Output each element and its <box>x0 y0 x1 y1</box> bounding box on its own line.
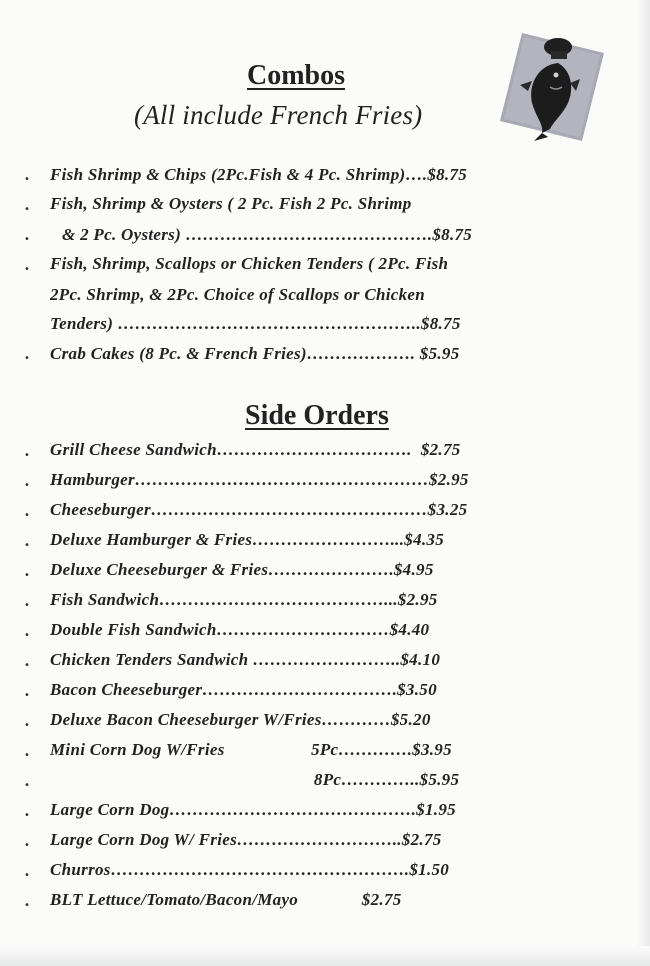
side-order-line: Churros…………………………………………….$1.50 <box>50 860 450 879</box>
list-bullet: • <box>24 234 30 245</box>
list-bullet: • <box>24 690 30 701</box>
side-order-line: Deluxe Hamburger & Fries……………………...$4.35 <box>50 530 445 549</box>
combo-item-line: & 2 Pc. Oysters) …………………………………….$8.75 <box>62 225 473 244</box>
combo-item-line: Fish, Shrimp, Scallops or Chicken Tenders ( 2Pc. Fish <box>50 254 449 273</box>
combos-title: Combos <box>247 60 346 91</box>
combos-subtitle: (All include French Fries) <box>134 100 423 130</box>
side-order-line: Fish Sandwich…………………………………...$2.95 <box>50 590 438 609</box>
list-bullet: • <box>24 174 30 185</box>
list-bullet: • <box>24 450 30 461</box>
list-bullet: • <box>24 510 30 521</box>
list-bullet: • <box>24 900 30 911</box>
side-order-line: Large Corn Dog…………………………………….$1.95 <box>50 800 456 819</box>
list-bullet: • <box>24 264 30 275</box>
side-order-line: Mini Corn Dog W/Fries 5Pc………….$3.95 <box>50 740 452 759</box>
list-bullet: • <box>24 540 30 551</box>
side-order-line: Double Fish Sandwich…………………………$4.40 <box>50 620 430 639</box>
combo-item-line: Fish, Shrimp & Oysters ( 2 Pc. Fish 2 Pc. Shrimp <box>50 194 412 213</box>
combo-item-line: Fish Shrimp & Chips (2Pc.Fish & 4 Pc. Shrimp)….$8.75 <box>50 165 468 184</box>
side-order-line: Hamburger……………………………………………$2.95 <box>50 470 469 489</box>
side-order-line: Deluxe Cheeseburger & Fries………………….$4.95 <box>50 560 434 579</box>
list-bullet: • <box>24 600 30 611</box>
side-order-line: Cheeseburger…………………………………………$3.25 <box>50 500 468 519</box>
side-order-line: Chicken Tenders Sandwich ……………………..$4.10 <box>50 650 441 669</box>
list-bullet: • <box>24 780 30 791</box>
list-bullet: • <box>24 204 30 215</box>
combo-item-line: Tenders) ……………………………………………..$8.75 <box>50 314 461 333</box>
list-bullet: • <box>24 630 30 641</box>
list-bullet: • <box>24 570 30 581</box>
list-bullet: • <box>24 480 30 491</box>
page-edge-shadow <box>636 0 650 966</box>
page-bottom-shadow <box>0 946 650 966</box>
list-bullet: • <box>24 840 30 851</box>
combo-item-line: 2Pc. Shrimp, & 2Pc. Choice of Scallops or Chicken <box>50 285 426 304</box>
list-bullet: • <box>24 750 30 761</box>
side-order-line: 8Pc…………..$5.95 <box>50 770 460 789</box>
side-orders-title: Side Orders <box>245 400 389 431</box>
side-order-line: Bacon Cheeseburger…………………………….$3.50 <box>50 680 437 699</box>
side-order-line: Large Corn Dog W/ Fries………………………..$2.75 <box>50 830 442 849</box>
list-bullet: • <box>24 870 30 881</box>
side-order-line: BLT Lettuce/Tomato/Bacon/Mayo $2.75 <box>50 890 402 909</box>
list-bullet: • <box>24 353 30 364</box>
chef-fish-icon <box>498 25 606 143</box>
combo-item-line: Crab Cakes (8 Pc. & French Fries)………………. $5.95 <box>50 344 460 363</box>
list-bullet: • <box>24 810 30 821</box>
list-bullet: • <box>24 720 30 731</box>
side-order-line: Grill Cheese Sandwich……………………………. $2.75 <box>50 440 461 459</box>
list-bullet: • <box>24 660 30 671</box>
side-order-line: Deluxe Bacon Cheeseburger W/Fries…………$5.20 <box>50 710 431 729</box>
